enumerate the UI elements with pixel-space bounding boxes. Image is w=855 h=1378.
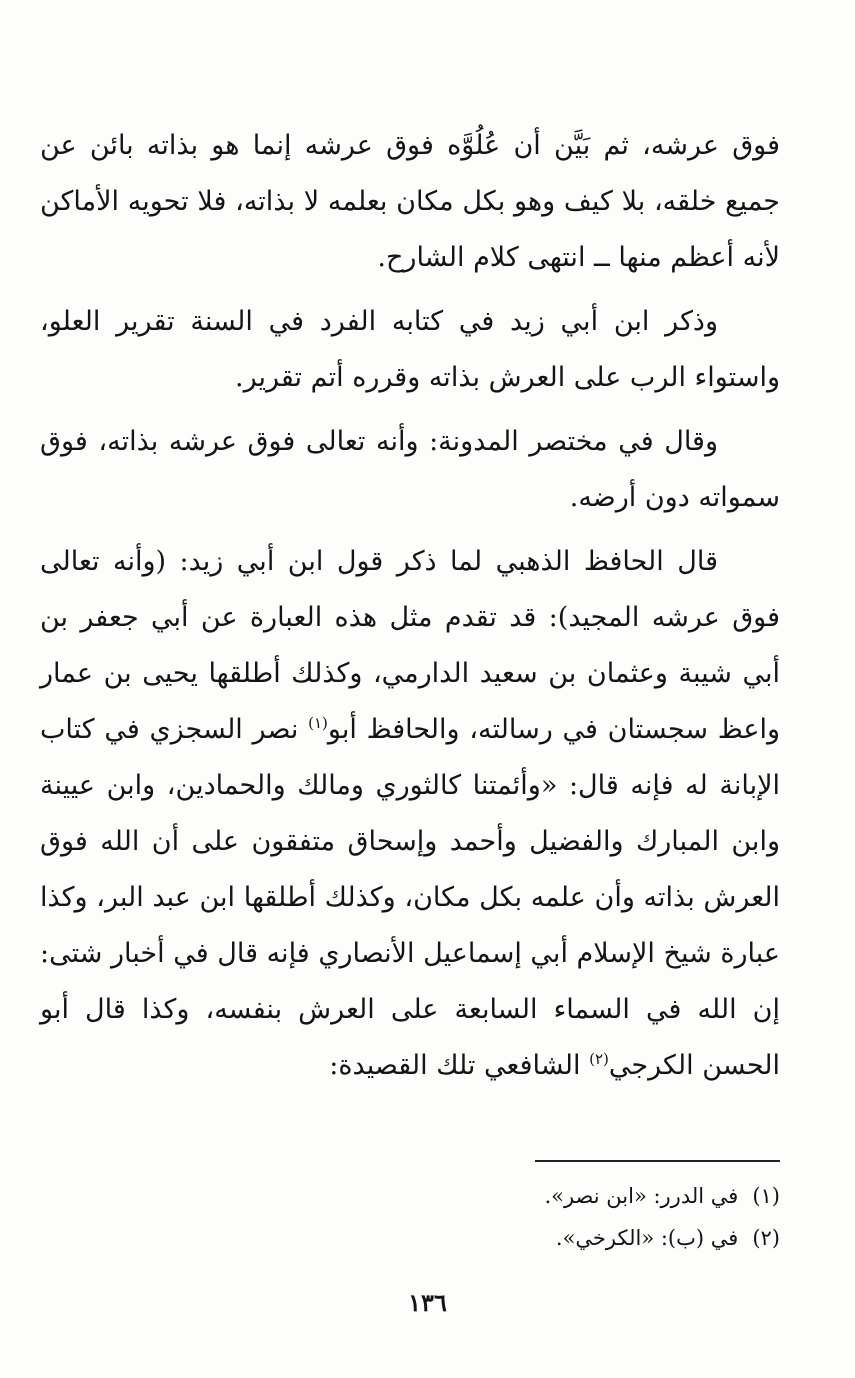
footnote-1 [280, 1175, 780, 1217]
footnote-ref-1: (١) [308, 714, 328, 732]
paragraph-4-part-b: نصر السجزي في كتاب الإبانة له فإنه قال: «وأئمتنا كالثوري ومالك والحمادين، وابن عيينة وابن المبارك والفضيل وأحمد وإسحاق متفقون على أن الله فوق العرش بذاته وأن علمه بكل مكان، وكذلك أطلقها ابن عبد البر، وكذا عبارة شيخ الإسلام أبي إسماعيل الأنصاري فإنه قال في أخبار شتى: إن الله في السماء السابعة على العرش بنفسه، وكذا قال أبو الحسن الكرجي [40, 714, 780, 1081]
paragraph-4-part-a: قال الحافظ الذهبي لما ذكر قول ابن أبي زيد: (وأنه تعالى فوق عرشه المجيد): قد تقدم مثل هذه العبارة عن أبي جعفر بن أبي شيبة وعثمان بن سعيد الدارمي، وكذلك أطلقها يحيى بن عمار واعظ سجستان في رسالته، والحافظ أبو [40, 546, 780, 745]
footnote-1-number: (١) [752, 1184, 780, 1208]
paragraph-4-part-c: الشافعي تلك القصيدة: [329, 1050, 590, 1081]
footnote-ref-2: (٢) [589, 1050, 609, 1068]
paragraph-1: فوق عرشه، ثم بَيَّن أن عُلُوَّه فوق عرشه إنما هو بذاته بائن عن جميع خلقه، بلا كيف وهو بكل مكان بعلمه لا بذاته، فلا تحويه الأماكن لأنه أعظم منها ــ انتهى كلام الشارح. [40, 130, 780, 273]
footnote-1-text: في الدرر: «ابن نصر». [544, 1184, 739, 1208]
footnote-divider [535, 1160, 780, 1162]
footnote-2-number: (٢) [752, 1226, 780, 1250]
page-body [40, 118, 780, 1102]
footnotes [280, 1175, 780, 1259]
paragraph-3: وقال في مختصر المدونة: وأنه تعالى فوق عرشه بذاته، فوق سمواته دون أرضه. [40, 426, 780, 513]
footnote-2 [280, 1217, 780, 1259]
page-number: ١٣٦ [408, 1288, 447, 1317]
footnote-2-text: في (ب): «الكرخي». [555, 1226, 739, 1250]
paragraph-2: وذكر ابن أبي زيد في كتابه الفرد في السنة تقرير العلو، واستواء الرب على العرش بذاته وقرره أتم تقرير. [40, 306, 780, 393]
paragraph-4 [40, 534, 780, 1094]
